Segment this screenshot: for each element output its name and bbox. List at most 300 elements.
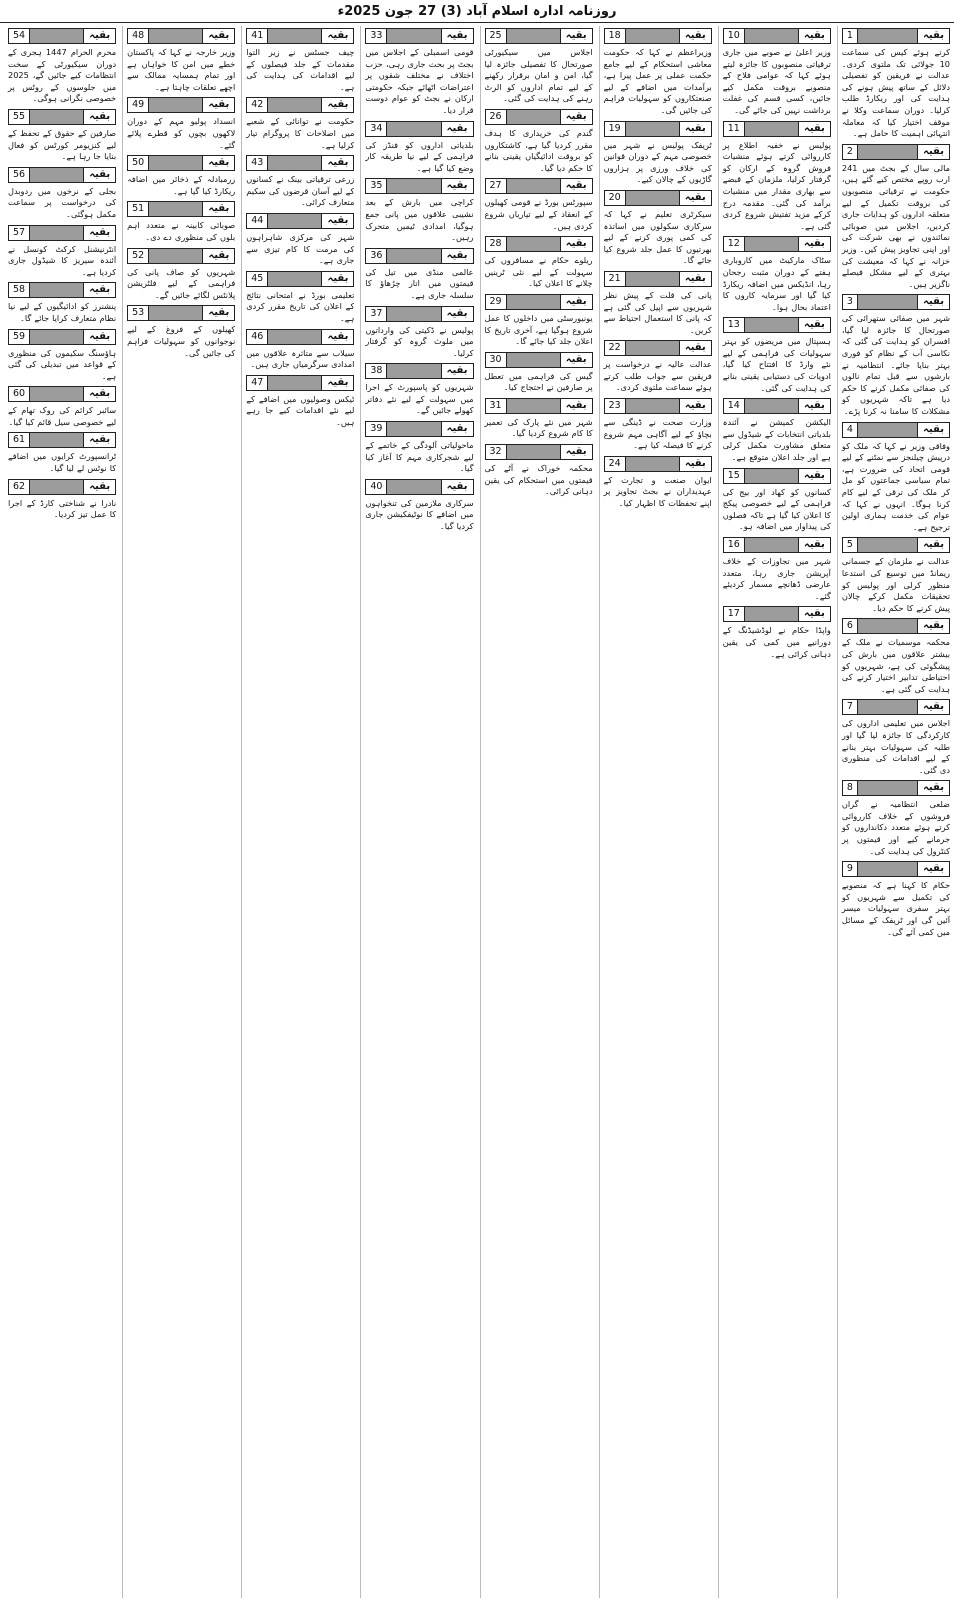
tag-bar — [858, 294, 917, 310]
continuation-label: بقیہ — [679, 28, 712, 44]
continuation-label: بقیہ — [321, 97, 354, 113]
tag-bar — [858, 861, 917, 877]
continuation-story — [604, 340, 712, 394]
continuation-label: بقیہ — [321, 375, 354, 391]
continuation-story — [604, 28, 712, 117]
story-text: حکومت نے توانائی کے شعبے میں اصلاحات کا پروگرام تیار کرلیا ہے۔ — [246, 116, 355, 150]
story-text: پانی کی قلت کے پیش نظر شہریوں سے اپیل کی گئی ہے کہ پانی کا استعمال احتیاط سے کریں۔ — [603, 289, 712, 335]
continuation-story — [485, 109, 593, 174]
tag-bar — [507, 178, 560, 194]
story-text: شہر میں نئے پارک کی تعمیر کا کام شروع کردیا گیا۔ — [484, 416, 593, 439]
continuation-label: بقیہ — [441, 121, 474, 137]
tag-bar — [507, 28, 560, 44]
story-text: حکام کا کہنا ہے کہ منصوبے کی تکمیل سے شہریوں کو بہتر سفری سہولیات میسر آئیں گی اور ٹریفک کے مسائل میں کمی آئے گی۔ — [841, 880, 950, 937]
story-number: 61 — [8, 432, 30, 448]
tag-bar — [858, 618, 917, 634]
continuation-story — [8, 282, 116, 324]
tag-bar — [387, 178, 440, 194]
continuation-tag — [365, 306, 473, 322]
tag-bar — [858, 699, 917, 715]
tag-bar — [268, 28, 321, 44]
tag-bar — [626, 456, 679, 472]
story-number: 3 — [842, 294, 858, 310]
story-number: 41 — [246, 28, 268, 44]
story-number: 19 — [604, 121, 626, 137]
continuation-label: بقیہ — [441, 363, 474, 379]
tag-bar — [858, 144, 917, 160]
tag-bar — [30, 28, 83, 44]
story-text: زرعی ترقیاتی بینک نے کسانوں کے لیے آسان قرضوں کی سکیم متعارف کرائی۔ — [246, 174, 355, 208]
story-text: الیکشن کمیشن نے آئندہ بلدیاتی انتخابات کے شیڈول سے متعلق مشاورت مکمل کرلی ہے اور جلد اعلان متوقع ہے۔ — [722, 417, 831, 463]
continuation-tag — [485, 352, 593, 368]
continuation-tag — [723, 317, 831, 333]
continuation-story — [127, 28, 235, 93]
continuation-label: بقیہ — [441, 248, 474, 264]
continuation-label: بقیہ — [679, 121, 712, 137]
story-number: 18 — [604, 28, 626, 44]
continuation-story — [723, 468, 831, 533]
tag-bar — [626, 271, 679, 287]
story-number: 7 — [842, 699, 858, 715]
continuation-story — [604, 456, 712, 510]
story-text: کھیلوں کے فروغ کے لیے نوجوانوں کو سہولیات فراہم کی جائیں گی۔ — [127, 324, 236, 358]
continuation-tag — [246, 375, 354, 391]
continuation-story — [485, 294, 593, 348]
story-number: 46 — [246, 329, 268, 345]
continuation-label: بقیہ — [917, 422, 950, 438]
continuation-story — [8, 386, 116, 428]
story-number: 35 — [365, 178, 387, 194]
continuation-story — [842, 144, 950, 291]
story-text: کراچی میں بارش کے بعد نشیبی علاقوں میں پانی جمع ہوگیا، امدادی ٹیمیں متحرک رہیں۔ — [365, 197, 474, 243]
tag-bar — [858, 28, 917, 44]
story-text: وزیر اعلیٰ نے صوبے میں جاری ترقیاتی منصوبوں کا جائزہ لیتے ہوئے کہا کہ عوامی فلاح کے منصوبے بروقت مکمل کیے جائیں، کسی قسم کی غفلت برداشت نہیں کی جائے گی۔ — [722, 47, 831, 115]
story-number: 8 — [842, 780, 858, 796]
continuation-tag — [8, 432, 116, 448]
tag-bar — [149, 305, 202, 321]
story-text: سپورٹس بورڈ نے قومی کھیلوں کے انعقاد کے لیے تیاریاں شروع کردی ہیں۔ — [484, 197, 593, 231]
story-text: واپڈا حکام نے لوڈشیڈنگ کے دورانیے میں کمی کی یقین دہانی کرائی ہے۔ — [722, 625, 831, 659]
tag-bar — [268, 213, 321, 229]
story-number: 27 — [485, 178, 507, 194]
continuation-tag — [365, 363, 473, 379]
continuation-label: بقیہ — [321, 155, 354, 171]
tag-bar — [149, 28, 202, 44]
continuation-label: بقیہ — [202, 201, 235, 217]
story-number: 12 — [723, 236, 745, 252]
story-number: 42 — [246, 97, 268, 113]
story-number: 17 — [723, 606, 745, 622]
tag-bar — [507, 109, 560, 125]
story-number: 22 — [604, 340, 626, 356]
continuation-tag — [604, 190, 712, 206]
news-column — [599, 26, 712, 1598]
story-number: 14 — [723, 398, 745, 414]
story-text: عدالت نے ملزمان کے جسمانی ریمانڈ میں توسیع کی استدعا منظور کرلی اور پولیس کو تحقیقات مکمل کرکے چالان پیش کرنے کا حکم دیا۔ — [841, 556, 950, 613]
story-text: اجلاس میں تعلیمی اداروں کی کارکردگی کا جائزہ لیا گیا اور طلبہ کی سہولیات بہتر بنانے کے لیے اقدامات کی منظوری دی گئی۔ — [841, 718, 950, 775]
continuation-story — [246, 97, 354, 151]
continuation-label: بقیہ — [321, 28, 354, 44]
continuation-label: بقیہ — [321, 329, 354, 345]
continuation-story — [246, 213, 354, 267]
tag-bar — [507, 236, 560, 252]
continuation-story — [842, 294, 950, 417]
story-number: 5 — [842, 537, 858, 553]
continuation-label: بقیہ — [798, 28, 831, 44]
continuation-story — [604, 190, 712, 267]
story-text: شہر میں تجاوزات کے خلاف آپریشن جاری رہا، متعدد عارضی ڈھانچے مسمار کردیئے گئے۔ — [722, 556, 831, 601]
continuation-story — [246, 329, 354, 371]
tag-bar — [268, 329, 321, 345]
story-text: ٹریفک پولیس نے شہر میں خصوصی مہم کے دوران قوانین کی خلاف ورزی پر ہزاروں گاڑیوں کے چالان کیے۔ — [603, 139, 712, 185]
story-number: 54 — [8, 28, 30, 44]
continuation-story — [246, 155, 354, 209]
continuation-label: بقیہ — [917, 780, 950, 796]
continuation-story — [842, 618, 950, 695]
continuation-tag — [8, 225, 116, 241]
story-number: 49 — [127, 97, 149, 113]
continuation-tag — [723, 398, 831, 414]
continuation-story — [485, 444, 593, 498]
story-number: 34 — [365, 121, 387, 137]
continuation-story — [723, 317, 831, 394]
continuation-tag — [8, 167, 116, 183]
story-text: وزیر خارجہ نے کہا کہ پاکستان خطے میں امن کا خواہاں ہے اور تمام ہمسایہ ممالک سے اچھے تعلقات چاہتا ہے۔ — [127, 47, 236, 92]
tag-bar — [507, 294, 560, 310]
story-text: محکمہ خوراک نے آٹے کی قیمتوں میں استحکام کی یقین دہانی کرائی۔ — [484, 463, 593, 497]
continuation-label: بقیہ — [441, 421, 474, 437]
story-number: 23 — [604, 398, 626, 414]
story-number: 33 — [365, 28, 387, 44]
continuation-label: بقیہ — [917, 699, 950, 715]
continuation-story — [604, 271, 712, 336]
continuation-story — [365, 28, 473, 117]
continuation-story — [246, 271, 354, 325]
continuation-story — [127, 305, 235, 359]
continuation-story — [127, 248, 235, 302]
continuation-tag — [8, 109, 116, 125]
continuation-tag — [604, 340, 712, 356]
tag-bar — [149, 97, 202, 113]
story-text: سائبر کرائم کی روک تھام کے لیے خصوصی سیل قائم کیا گیا۔ — [8, 405, 117, 427]
continuation-label: بقیہ — [321, 213, 354, 229]
tag-bar — [387, 479, 440, 495]
continuation-label: بقیہ — [83, 109, 116, 125]
story-text: کسانوں کو کھاد اور بیج کی فراہمی کے لیے خصوصی پیکج کا اعلان کیا گیا ہے تاکہ فصلوں کی پیداوار میں اضافہ ہو۔ — [722, 486, 831, 532]
story-number: 59 — [8, 329, 30, 345]
tag-bar — [387, 421, 440, 437]
continuation-tag — [485, 236, 593, 252]
tag-bar — [149, 248, 202, 264]
continuation-story — [246, 375, 354, 429]
continuation-tag — [842, 537, 950, 553]
continuation-tag — [246, 213, 354, 229]
continuation-story — [485, 178, 593, 232]
continuation-label: بقیہ — [679, 340, 712, 356]
story-number: 28 — [485, 236, 507, 252]
continuation-label: بقیہ — [83, 432, 116, 448]
story-number: 16 — [723, 537, 745, 553]
story-number: 39 — [365, 421, 387, 437]
continuation-tag — [485, 398, 593, 414]
continuation-tag — [485, 28, 593, 44]
continuation-tag — [604, 271, 712, 287]
story-text: مالی سال کے بجٹ میں 241 ارب روپے مختص کیے گئے ہیں، حکومت نے ترقیاتی منصوبوں کی بروقت تکمیل کے لیے متعلقہ اداروں کو ہدایات جاری کردیں، اجلاس میں صوبائی نمائندوں نے بھی شرکت کی اور اپنی تجاویز پیش کیں۔ وزیر خزانہ نے کہا کہ معیشت کی بہتری کے لیے مشکل فیصلے ناگزیر ہیں۔ — [841, 162, 950, 289]
tag-bar — [507, 398, 560, 414]
continuation-label: بقیہ — [83, 28, 116, 44]
story-text: ایوان صنعت و تجارت کے عہدیداران نے بجٹ تجاویز پر اپنے تحفظات کا اظہار کیا۔ — [603, 474, 712, 509]
continuation-story — [723, 398, 831, 463]
continuation-tag — [365, 248, 473, 264]
continuation-tag — [246, 271, 354, 287]
continuation-tag — [604, 398, 712, 414]
continuation-tag — [485, 444, 593, 460]
news-column — [360, 26, 473, 1598]
story-text: شہر میں صفائی ستھرائی کی صورتحال کا جائزہ لیا گیا، افسران کو ہدایت کی گئی کہ نکاسی آب کے نظام کو فوری بہتر بنایا جائے۔ انتظامیہ نے بارشوں سے قبل تمام نالوں کی صفائی مکمل کرنے کا حکم دیا ہے تاکہ شہریوں کو مشکلات کا سامنا نہ کرنا پڑے۔ — [841, 313, 950, 417]
continuation-label: بقیہ — [83, 167, 116, 183]
tag-bar — [858, 422, 917, 438]
continuation-label: بقیہ — [560, 109, 593, 125]
story-text: ریلوے حکام نے مسافروں کی سہولت کے لیے نئی ٹرینیں چلانے کا اعلان کیا۔ — [484, 255, 593, 289]
story-text: سرکاری ملازمین کی تنخواہوں میں اضافے کا نوٹیفکیشن جاری کردیا گیا۔ — [365, 497, 474, 532]
continuation-tag — [246, 97, 354, 113]
story-number: 31 — [485, 398, 507, 414]
story-text: گیس کی فراہمی میں تعطل پر صارفین نے احتجاج کیا۔ — [484, 370, 593, 393]
continuation-story — [842, 537, 950, 614]
story-number: 21 — [604, 271, 626, 287]
continuation-tag — [842, 780, 950, 796]
story-text: وفاقی وزیر نے کہا کہ ملک کو درپیش چیلنجز سے نمٹنے کے لیے قومی اتحاد کی ضرورت ہے، تمام سیاسی جماعتوں کو مل کر ملک کی ترقی کے لیے کام کرنا ہوگا۔ انہوں نے کہا کہ عوام کی خدمت ہماری اولین ترجیح ہے۔ — [841, 440, 950, 532]
story-number: 62 — [8, 479, 30, 495]
continuation-label: بقیہ — [560, 352, 593, 368]
story-number: 13 — [723, 317, 745, 333]
story-number: 30 — [485, 352, 507, 368]
continuation-label: بقیہ — [441, 479, 474, 495]
tag-bar — [745, 121, 798, 137]
continuation-label: بقیہ — [83, 225, 116, 241]
story-text: بلدیاتی اداروں کو فنڈز کی فراہمی کے لیے نیا طریقہ کار وضع کیا گیا ہے۔ — [365, 139, 474, 173]
continuation-story — [8, 167, 116, 221]
story-number: 24 — [604, 456, 626, 472]
story-text: شہریوں کو صاف پانی کی فراہمی کے لیے فلٹریشن پلانٹس لگائے جائیں گے۔ — [127, 266, 236, 300]
story-text: بجلی کے نرخوں میں ردوبدل کی درخواست پر سماعت مکمل ہوگئی۔ — [8, 185, 117, 219]
continuation-label: بقیہ — [798, 317, 831, 333]
continuation-label: بقیہ — [560, 444, 593, 460]
story-text: انٹرنیشنل کرکٹ کونسل نے آئندہ سیریز کا شیڈول جاری کردیا ہے۔ — [8, 243, 117, 277]
tag-bar — [387, 28, 440, 44]
continuation-tag — [723, 236, 831, 252]
story-text: زرمبادلہ کے ذخائر میں اضافہ ریکارڈ کیا گیا ہے۔ — [127, 174, 236, 196]
story-number: 56 — [8, 167, 30, 183]
story-number: 10 — [723, 28, 745, 44]
continuation-label: بقیہ — [798, 236, 831, 252]
continuation-story — [127, 97, 235, 151]
continuation-tag — [246, 28, 354, 44]
continuation-tag — [842, 699, 950, 715]
continuation-story — [723, 28, 831, 117]
continuation-tag — [723, 606, 831, 622]
story-number: 15 — [723, 468, 745, 484]
story-number: 38 — [365, 363, 387, 379]
continuation-story — [723, 236, 831, 313]
tag-bar — [626, 121, 679, 137]
tag-bar — [745, 236, 798, 252]
story-number: 40 — [365, 479, 387, 495]
tag-bar — [30, 329, 83, 345]
tag-bar — [858, 537, 917, 553]
continuation-story — [842, 422, 950, 534]
continuation-label: بقیہ — [560, 178, 593, 194]
news-column — [122, 26, 235, 1598]
continuation-tag — [723, 121, 831, 137]
continuation-tag — [485, 178, 593, 194]
story-text: سیکرٹری تعلیم نے کہا کہ سرکاری سکولوں میں اساتذہ کی کمی پوری کرنے کے لیے بھرتیوں کا عمل جلد شروع کیا جائے گا۔ — [603, 208, 712, 266]
story-number: 57 — [8, 225, 30, 241]
story-number: 25 — [485, 28, 507, 44]
story-text: ٹرانسپورٹ کرایوں میں اضافے کا نوٹس لے لیا گیا۔ — [8, 451, 117, 474]
continuation-label: بقیہ — [441, 306, 474, 322]
story-number: 9 — [842, 861, 858, 877]
continuation-story — [365, 248, 473, 302]
continuation-story — [723, 606, 831, 660]
tag-bar — [30, 386, 83, 402]
continuation-tag — [365, 121, 473, 137]
story-number: 29 — [485, 294, 507, 310]
continuation-label: بقیہ — [202, 248, 235, 264]
story-text: اجلاس میں سیکیورٹی صورتحال کا تفصیلی جائزہ لیا گیا، امن و امان برقرار رکھنے کے لیے تمام اداروں کو الرٹ رہنے کی ہدایت کی گئی۔ — [484, 47, 593, 104]
continuation-label: بقیہ — [202, 155, 235, 171]
continuation-tag — [842, 422, 950, 438]
continuation-story — [485, 398, 593, 440]
continuation-tag — [365, 479, 473, 495]
continuation-label: بقیہ — [202, 97, 235, 113]
tag-bar — [858, 780, 917, 796]
continuation-tag — [127, 155, 235, 171]
tag-bar — [268, 155, 321, 171]
tag-bar — [626, 398, 679, 414]
story-text: سٹاک مارکیٹ میں کاروباری ہفتے کے دوران مثبت رجحان رہا، انڈیکس میں اضافہ ریکارڈ کیا گیا اور سرمایہ کاروں کا اعتماد بحال ہوا۔ — [722, 255, 831, 312]
story-text: نادرا نے شناختی کارڈ کے اجرا کا عمل تیز کردیا۔ — [8, 497, 117, 520]
continuation-tag — [842, 618, 950, 634]
continuation-tag — [842, 28, 950, 44]
continuation-label: بقیہ — [441, 28, 474, 44]
continuation-label: بقیہ — [798, 398, 831, 414]
continuation-story — [365, 178, 473, 243]
continuation-tag — [485, 294, 593, 310]
continuation-tag — [842, 294, 950, 310]
story-text: عالمی منڈی میں تیل کی قیمتوں میں اتار چڑھاؤ کا سلسلہ جاری ہے۔ — [365, 266, 474, 300]
continuation-label: بقیہ — [679, 456, 712, 472]
continuation-label: بقیہ — [560, 294, 593, 310]
story-number: 20 — [604, 190, 626, 206]
tag-bar — [626, 190, 679, 206]
continuation-tag — [604, 28, 712, 44]
story-text: محرم الحرام 1447 ہجری کے دوران سیکیورٹی کے سخت انتظامات کیے جائیں گے، 2025 میں جلوسوں کے روٹس پر خصوصی نگرانی ہوگی۔ — [8, 47, 117, 104]
story-text: تعلیمی بورڈ نے امتحانی نتائج کے اعلان کی تاریخ مقرر کردی ہے۔ — [246, 289, 355, 323]
story-number: 58 — [8, 282, 30, 298]
continuation-label: بقیہ — [798, 537, 831, 553]
story-number: 6 — [842, 618, 858, 634]
story-number: 52 — [127, 248, 149, 264]
tag-bar — [268, 97, 321, 113]
story-number: 48 — [127, 28, 149, 44]
news-column — [4, 26, 116, 1598]
continuation-story — [365, 306, 473, 360]
story-number: 4 — [842, 422, 858, 438]
continuation-label: بقیہ — [83, 479, 116, 495]
story-number: 2 — [842, 144, 858, 160]
continuation-story — [8, 28, 116, 105]
continuation-story — [246, 28, 354, 93]
tag-bar — [745, 468, 798, 484]
story-number: 32 — [485, 444, 507, 460]
continuation-label: بقیہ — [202, 28, 235, 44]
tag-bar — [745, 28, 798, 44]
continuation-tag — [246, 329, 354, 345]
continuation-story — [8, 329, 116, 383]
story-text: چیف جسٹس نے زیر التوا مقدمات کے جلد فیصلوں کے لیے اقدامات کی ہدایت کی ہے۔ — [246, 47, 355, 92]
tag-bar — [387, 121, 440, 137]
story-number: 47 — [246, 375, 268, 391]
continuation-story — [365, 121, 473, 175]
tag-bar — [387, 363, 440, 379]
continuation-story — [485, 236, 593, 290]
continuation-label: بقیہ — [83, 386, 116, 402]
story-text: ماحولیاتی آلودگی کے خاتمے کے لیے شجرکاری مہم کا آغاز کیا گیا۔ — [365, 440, 474, 474]
tag-bar — [30, 167, 83, 183]
continuation-tag — [365, 178, 473, 194]
story-number: 60 — [8, 386, 30, 402]
tag-bar — [626, 28, 679, 44]
tag-bar — [30, 479, 83, 495]
tag-bar — [507, 444, 560, 460]
continuation-tag — [485, 109, 593, 125]
continuation-tag — [723, 28, 831, 44]
story-text: انسداد پولیو مہم کے دوران لاکھوں بچوں کو قطرے پلائے گئے۔ — [127, 116, 236, 150]
news-column — [718, 26, 831, 1598]
continuation-story — [604, 121, 712, 186]
story-text: یونیورسٹی میں داخلوں کا عمل شروع ہوگیا ہے، آخری تاریخ کا اعلان جلد کیا جائے گا۔ — [484, 312, 593, 347]
continuation-story — [8, 225, 116, 279]
continuation-story — [365, 421, 473, 475]
continuation-tag — [127, 97, 235, 113]
story-number: 44 — [246, 213, 268, 229]
story-text: شہریوں کو پاسپورٹ کے اجرا میں سہولت کے لیے نئے دفاتر کھولے جائیں گے۔ — [365, 382, 474, 416]
story-text: وزارت صحت نے ڈینگی سے بچاؤ کے لیے آگاہی مہم شروع کرنے کا فیصلہ کیا ہے۔ — [603, 417, 712, 451]
continuation-story — [485, 352, 593, 394]
tag-bar — [30, 432, 83, 448]
tag-bar — [387, 248, 440, 264]
continuation-story — [8, 432, 116, 474]
story-number: 51 — [127, 201, 149, 217]
continuation-tag — [842, 861, 950, 877]
continuation-tag — [8, 282, 116, 298]
continuation-label: بقیہ — [679, 190, 712, 206]
continuation-tag — [842, 144, 950, 160]
continuation-label: بقیہ — [679, 271, 712, 287]
continuation-label: بقیہ — [798, 606, 831, 622]
story-text: پنشنرز کو ادائیگیوں کے لیے نیا نظام متعارف کرایا جائے گا۔ — [8, 301, 117, 323]
continuation-tag — [365, 28, 473, 44]
story-text: ضلعی انتظامیہ نے گراں فروشوں کے خلاف کارروائی کرتے ہوئے متعدد دکانداروں کو جرمانے کیے اور قیمتوں پر کنٹرول کی ہدایت کی۔ — [841, 799, 950, 856]
masthead: روزنامہ ادارہ اسلام آباد (3) 27 جون 2025ء — [0, 0, 954, 23]
continuation-story — [127, 155, 235, 197]
continuation-label: بقیہ — [83, 329, 116, 345]
continuation-story — [8, 109, 116, 163]
story-number: 36 — [365, 248, 387, 264]
continuation-story — [723, 121, 831, 233]
story-number: 45 — [246, 271, 268, 287]
